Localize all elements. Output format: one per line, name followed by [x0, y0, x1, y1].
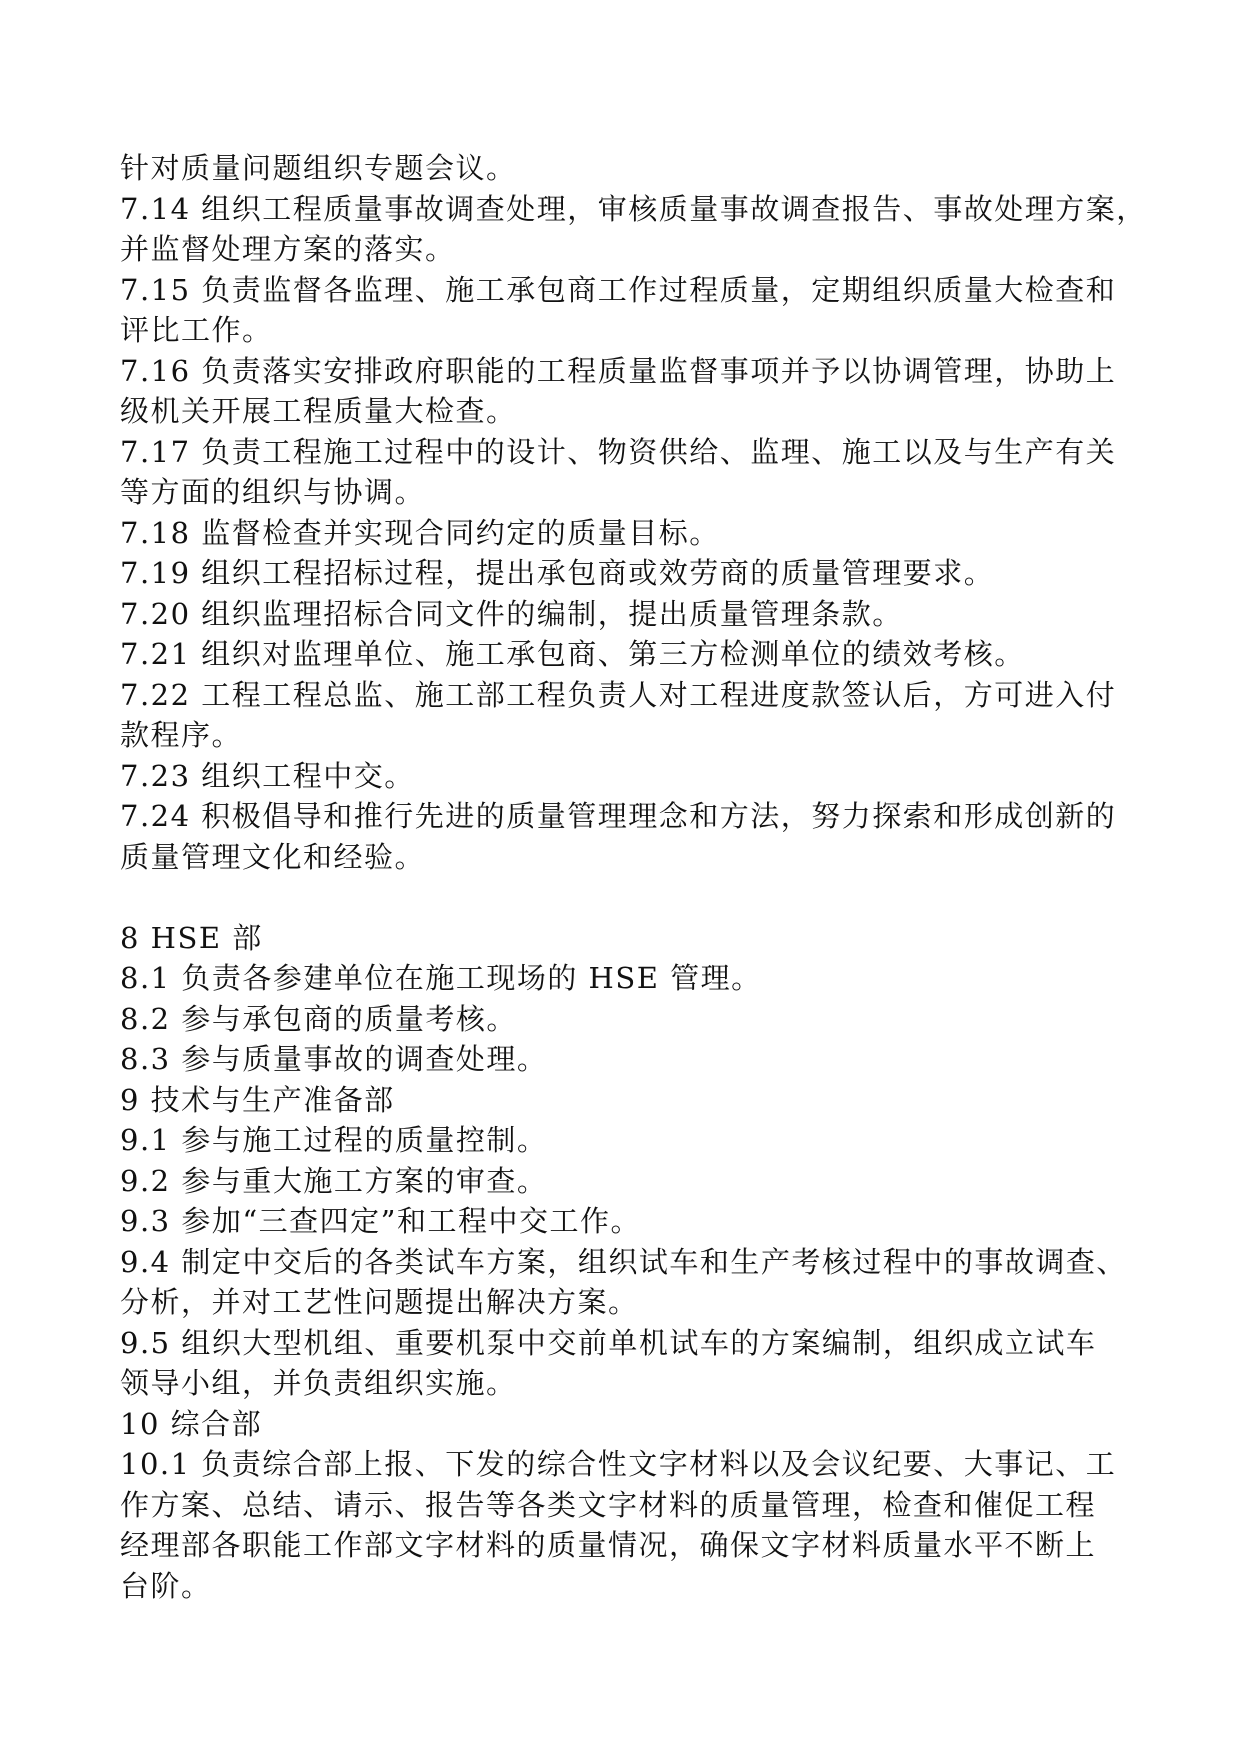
text-line: 7.19 组织工程招标过程，提出承包商或效劳商的质量管理要求。: [120, 556, 995, 590]
text-line: 并监督处理方案的落实。: [120, 232, 456, 266]
text-line: 8.3 参与质量事故的调查处理。: [120, 1042, 548, 1076]
text-line: 等方面的组织与协调。: [120, 475, 426, 509]
section-heading: 10 综合部: [120, 1406, 263, 1441]
text-line: 9.5 组织大型机组、重要机泵中交前单机试车的方案编制，组织成立试车: [120, 1325, 1097, 1360]
text-line: 针对质量问题组织专题会议。: [120, 151, 517, 185]
text-line: 9.4 制定中交后的各类试车方案，组织试车和生产考核过程中的事故调查、: [120, 1244, 1127, 1279]
text-line: 8.1 负责各参建单位在施工现场的 HSE 管理。: [120, 961, 762, 995]
text-line: 7.24 积极倡导和推行先进的质量管理理念和方法，努力探索和形成创新的: [120, 799, 1117, 833]
text-line: 作方案、总结、请示、报告等各类文字材料的质量管理，检查和催促工程: [120, 1487, 1097, 1522]
text-line: 7.16 负责落实安排政府职能的工程质量监督事项并予以协调管理，协助上: [120, 353, 1117, 388]
text-line: 9.3 参加“三查四定”和工程中交工作。: [120, 1204, 641, 1238]
paragraph-gap: [120, 877, 1130, 918]
text-line: 7.17 负责工程施工过程中的设计、物资供给、监理、施工以及与生产有关: [120, 434, 1117, 469]
text-line: 分析，并对工艺性问题提出解决方案。: [120, 1285, 639, 1319]
text-line: 经理部各职能工作部文字材料的质量情况，确保文字材料质量水平不断上: [120, 1528, 1097, 1562]
text-line: 评比工作。: [120, 313, 273, 347]
text-line: 款程序。: [120, 718, 243, 752]
text-line: 7.21 组织对监理单位、施工承包商、第三方检测单位的绩效考核。: [120, 637, 1025, 671]
text-line: 7.18 监督检查并实现合同约定的质量目标。: [120, 515, 720, 550]
text-line: 9.1 参与施工过程的质量控制。: [120, 1123, 548, 1157]
text-line: 8.2 参与承包商的质量考核。: [120, 1001, 517, 1036]
text-line: 7.23 组织工程中交。: [120, 758, 415, 793]
section-heading: 9 技术与生产准备部: [120, 1082, 395, 1117]
text-line: 7.22 工程工程总监、施工部工程负责人对工程进度款签认后，方可进入付: [120, 677, 1117, 712]
text-line: 10.1 负责综合部上报、下发的综合性文字材料以及会议纪要、大事记、工: [120, 1447, 1117, 1481]
text-line: 9.2 参与重大施工方案的审查。: [120, 1163, 548, 1198]
text-line: 领导小组，并负责组织实施。: [120, 1366, 517, 1400]
text-line: 质量管理文化和经验。: [120, 839, 426, 874]
text-line: 台阶。: [120, 1568, 212, 1603]
text-line: 7.15 负责监督各监理、施工承包商工作过程质量，定期组织质量大检查和: [120, 272, 1117, 307]
text-line: 7.20 组织监理招标合同文件的编制，提出质量管理条款。: [120, 596, 903, 631]
document-body: [120, 148, 1147, 1606]
section-heading: 8 HSE 部: [120, 920, 263, 955]
text-line: 7.14 组织工程质量事故调查处理，审核质量事故调查报告、事故处理方案，: [120, 191, 1147, 226]
text-line: 级机关开展工程质量大检查。: [120, 394, 517, 428]
